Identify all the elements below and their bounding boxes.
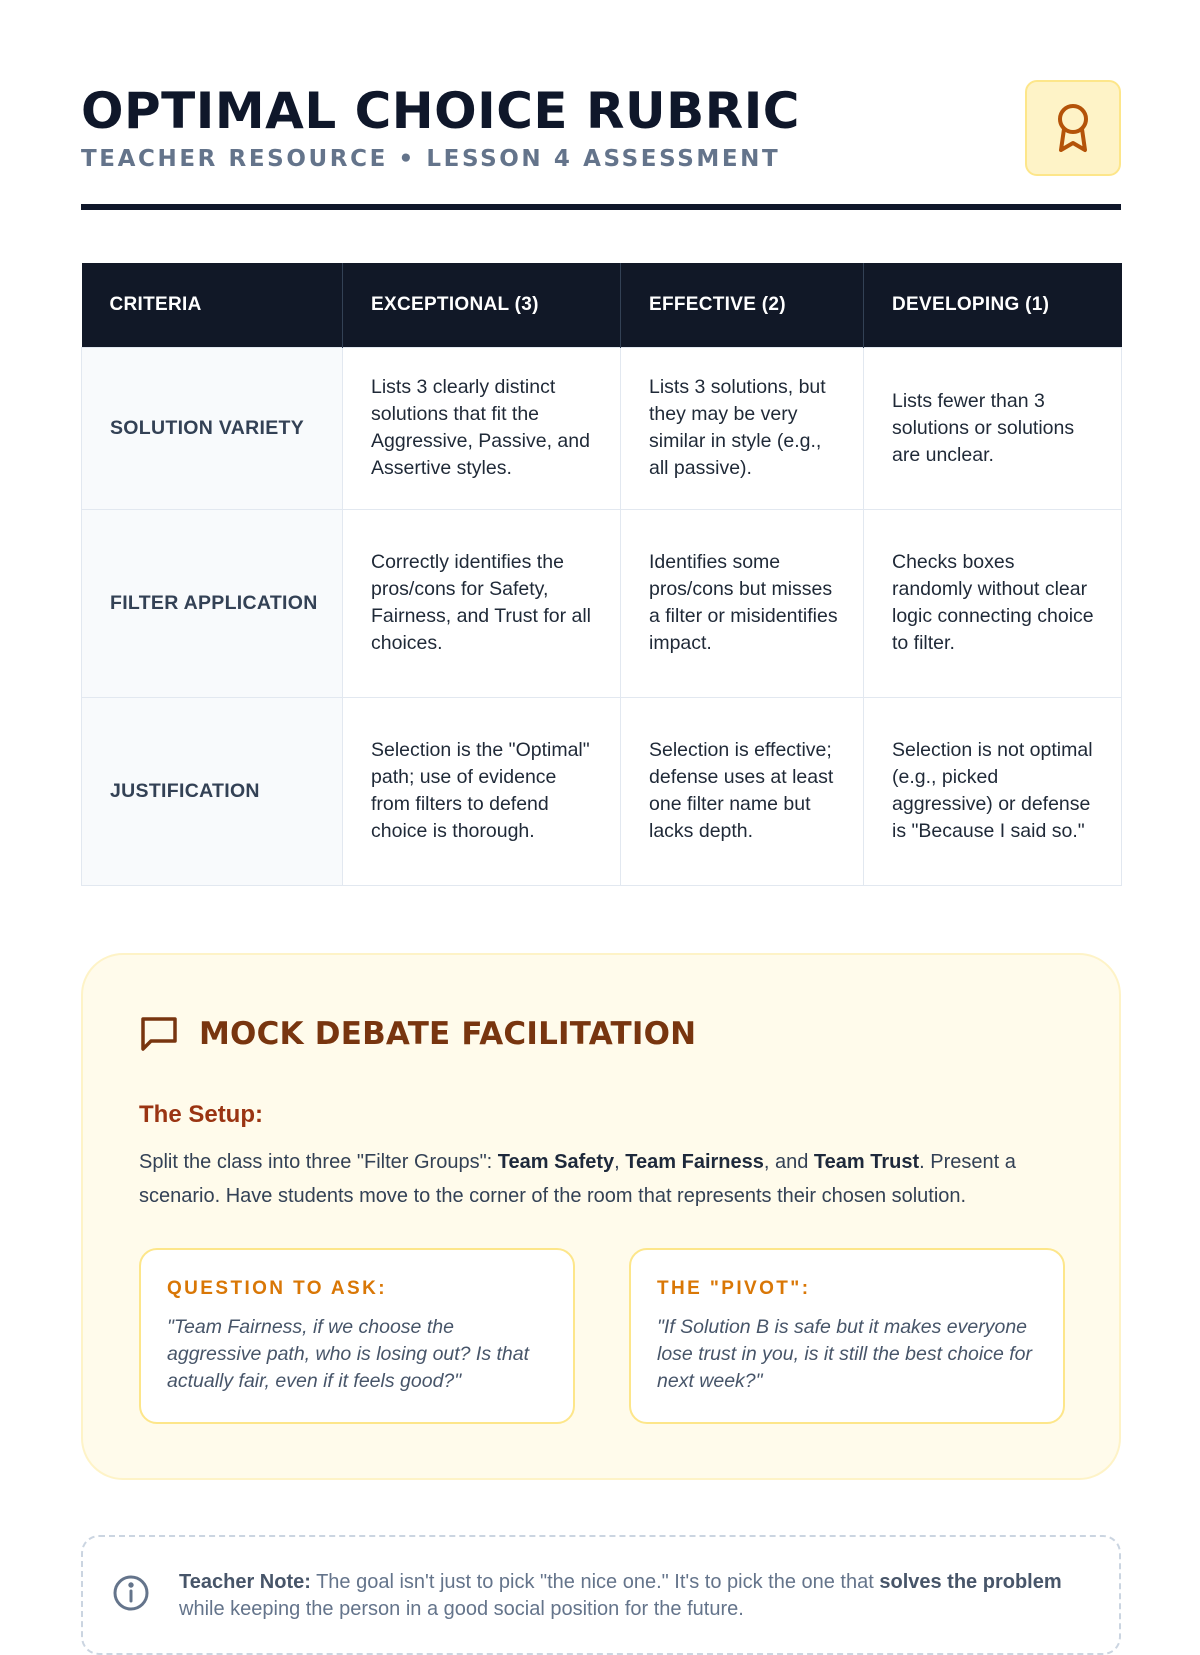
setup-separator: ,	[614, 1151, 626, 1173]
info-icon	[111, 1573, 151, 1613]
award-ribbon-icon	[1053, 102, 1093, 154]
exceptional-cell: Selection is the "Optimal" path; use of evidence from filters to defend choice is thorough.	[343, 697, 621, 885]
chat-bubble-icon	[139, 1015, 179, 1053]
page-subtitle: TEACHER RESOURCE • LESSON 4 ASSESSMENT	[81, 146, 781, 172]
criteria-cell: FILTER APPLICATION	[82, 509, 343, 697]
effective-cell: Selection is effective; defense uses at least one filter name but lacks depth.	[621, 697, 864, 885]
page-title: OPTIMAL CHOICE RUBRIC	[81, 82, 800, 140]
debate-facilitation-panel	[81, 953, 1121, 1480]
teacher-note-body: The goal isn't just to pick "the nice one." It's to pick the one that	[310, 1571, 880, 1593]
pivot-card	[629, 1248, 1065, 1424]
question-label: QUESTION TO ASK:	[167, 1278, 387, 1299]
exceptional-cell: Lists 3 clearly distinct solutions that fit the Aggressive, Passive, and Assertive styles.	[343, 347, 621, 509]
teacher-note-label: Teacher Note:	[179, 1571, 311, 1593]
developing-cell: Checks boxes randomly without clear logic connecting choice to filter.	[864, 509, 1122, 697]
effective-cell: Lists 3 solutions, but they may be very similar in style (e.g., all passive).	[621, 347, 864, 509]
debate-heading	[139, 1015, 696, 1053]
teacher-note-emphasis: solves the problem	[879, 1571, 1062, 1593]
award-badge	[1025, 80, 1121, 176]
setup-separator: , and	[763, 1151, 814, 1173]
table-header-row	[82, 263, 1122, 347]
pivot-label: THE "PIVOT":	[657, 1278, 811, 1299]
team-safety: Team Safety	[497, 1151, 615, 1173]
question-text: "Team Fairness, if we choose the aggressive path, who is losing out? Is that actually fair, even if it feels good?"	[167, 1316, 530, 1392]
team-fairness: Team Fairness	[625, 1151, 764, 1173]
debate-title: MOCK DEBATE FACILITATION	[199, 1016, 697, 1052]
team-trust: Team Trust	[813, 1151, 920, 1173]
column-header: DEVELOPING (1)	[864, 263, 1122, 347]
setup-text	[139, 1145, 1079, 1213]
column-header: CRITERIA	[82, 263, 343, 347]
developing-cell: Lists fewer than 3 solutions or solutions are unclear.	[864, 347, 1122, 509]
teacher-note	[81, 1535, 1121, 1655]
header	[81, 80, 1121, 210]
teacher-note-body-end: while keeping the person in a good social position for the future.	[179, 1598, 744, 1620]
column-header: EFFECTIVE (2)	[621, 263, 864, 347]
table-row	[82, 347, 1122, 509]
criteria-cell: SOLUTION VARIETY	[82, 347, 343, 509]
question-card	[139, 1248, 575, 1424]
table-row	[82, 509, 1122, 697]
exceptional-cell: Correctly identifies the pros/cons for Safety, Fairness, and Trust for all choices.	[343, 509, 621, 697]
criteria-cell: JUSTIFICATION	[82, 697, 343, 885]
table-row	[82, 697, 1122, 885]
rubric-table	[81, 263, 1122, 886]
setup-text-rest: . Present a scenario. Have students move to the corner of the room that represents their chosen solution.	[139, 1151, 1016, 1207]
teacher-note-text	[179, 1569, 1079, 1623]
column-header: EXCEPTIONAL (3)	[343, 263, 621, 347]
pivot-text: "If Solution B is safe but it makes everyone lose trust in you, is it still the best choice for next week?"	[657, 1316, 1032, 1392]
effective-cell: Identifies some pros/cons but misses a filter or misidentifies impact.	[621, 509, 864, 697]
setup-text-intro: Split the class into three "Filter Groups":	[139, 1151, 498, 1173]
header-divider	[81, 204, 1121, 210]
setup-label: The Setup:	[139, 1101, 263, 1128]
developing-cell: Selection is not optimal (e.g., picked aggressive) or defense is "Because I said so."	[864, 697, 1122, 885]
